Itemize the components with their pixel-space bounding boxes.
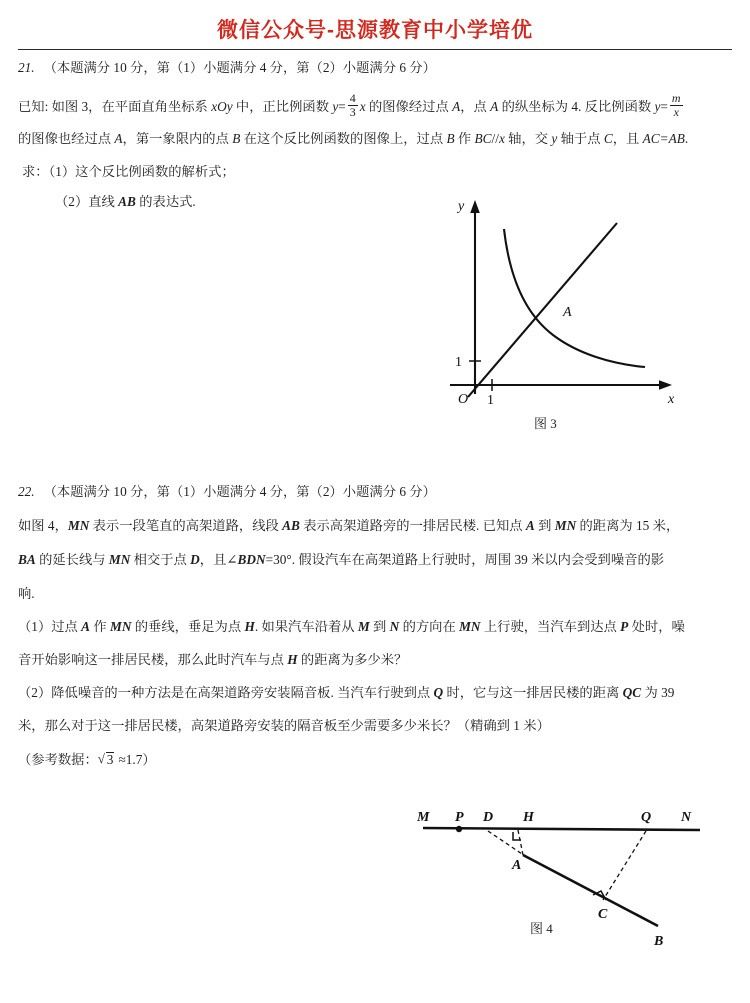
problem-22-q2-line-2: 米，那么对于这一排居民楼，高架道路旁安装的隔音板至少需要多少米长？（精确到 1 米）: [18, 718, 550, 733]
p21-l2-c: 在这个反比例函数的图像上，过点: [240, 131, 447, 146]
p22-ref-prefix: （参考数据：: [18, 752, 98, 767]
figure4-point-P-dot: [456, 826, 462, 832]
p22-l1-e: 的距离为 15 米，: [576, 518, 680, 533]
figure4-label-N: N: [681, 810, 692, 825]
p22-q1-H: H: [244, 619, 255, 634]
problem-22-reference-data: [18, 751, 156, 769]
p21-l2-point-B2: B: [446, 131, 455, 146]
page-header-title: 微信公众号-思源教育中小学培优: [217, 19, 533, 42]
figure4-label-C: C: [598, 907, 608, 922]
figure4-road-MN: [423, 828, 700, 830]
p22-l1-c: 表示高架道路旁的一排居民楼. 已知点: [299, 518, 526, 533]
figure4-label-M: M: [417, 810, 430, 825]
p21-sub2-tail: 的表达式.: [135, 194, 196, 209]
figure-4: [415, 805, 715, 955]
p22-l2-b: 相交于点: [130, 552, 191, 567]
header-divider: [18, 49, 732, 50]
figure3-x-axis-label: x: [668, 392, 675, 407]
p21-sub1-text: 求：（1）这个反比例函数的解析式；: [22, 164, 235, 179]
figure3-origin-label: O: [458, 392, 469, 407]
figure3-y-axis-arrow: [470, 200, 480, 213]
p21-l2-point-B: B: [232, 131, 241, 146]
p22-q1-h: 处时，噪: [628, 619, 685, 634]
p21-text-c: 的图像经过点: [365, 98, 453, 114]
p22-q1-M: M: [357, 619, 370, 634]
figure3-y-tick-label: 1: [455, 355, 462, 370]
problem-22-q2-line-1: [18, 684, 674, 702]
p21-fraction-m-over-x: [670, 92, 683, 119]
p22-l1-MN2: MN: [554, 518, 577, 533]
p21-sub2-line-AB: AB: [118, 194, 136, 209]
p22-q2-b: 时，它与这一排居民楼的距离: [443, 685, 623, 700]
figure3-x-tick-label: 1: [487, 393, 494, 408]
p22-q2-QC: QC: [622, 685, 642, 700]
figure-4-caption: 图 4: [530, 921, 553, 936]
p22-l1-a: 如图 4，: [18, 518, 68, 533]
problem-22-line-1: [18, 517, 679, 535]
problem-21-line-2: [18, 130, 688, 148]
p21-l2-equality: AC=AB: [642, 131, 685, 146]
p22-q1-c: 的垂线，垂足为点: [131, 619, 245, 634]
figure4-label-B: B: [654, 934, 664, 949]
p21-l2-axis-x: x: [498, 131, 505, 146]
p22-q1-a: （1）过点: [18, 619, 82, 634]
p21-l2-f: 轴，交: [504, 131, 552, 146]
p21-var-y-2: y: [654, 98, 661, 114]
p21-sub2-text: （2）直线: [55, 194, 119, 209]
p21-equals-2: =: [660, 98, 668, 114]
p21-l2-d: 作: [454, 131, 475, 146]
p22-q1b-H: H: [287, 652, 298, 667]
p22-q1-MN2: MN: [459, 619, 481, 634]
problem-22-number: 22.: [18, 484, 35, 499]
p21-frac2-denominator: x: [670, 105, 683, 119]
figure3-point-A-label: A: [563, 305, 572, 320]
p22-q2-Q: Q: [433, 685, 444, 700]
p22-q1b-b: 的距离为多少米？: [297, 652, 408, 667]
p22-l1-MN: MN: [67, 518, 90, 533]
p22-ref-sqrt-icon: [98, 751, 115, 769]
p22-ref-approx: ≈1.7: [118, 752, 143, 767]
figure-3: [450, 196, 700, 411]
figure3-proportional-line: [468, 223, 617, 397]
problem-21-sub-question-1: [22, 163, 235, 181]
figure4-label-D: D: [483, 810, 494, 825]
figure4-label-P: P: [455, 810, 464, 825]
p22-ref-suffix: ）: [142, 752, 156, 767]
p21-text-e: 的纵坐标为 4. 反比例函数: [498, 98, 655, 114]
p22-l1-b: 表示一段笔直的高架道路，线段: [89, 518, 283, 533]
p21-text-d: ，点: [460, 98, 491, 114]
p21-l2-g: 轴于点: [557, 131, 604, 146]
figure4-dashed-DA: [488, 831, 525, 856]
p22-l1-A: A: [525, 518, 535, 533]
p22-l2-BDN: BDN: [237, 552, 266, 567]
p21-text-a: 已知: 如图 3，在平面直角坐标系: [18, 98, 212, 114]
p22-l2-D: D: [190, 552, 200, 567]
p21-var-y: y: [332, 98, 339, 114]
problem-21-number: 21.: [18, 60, 35, 75]
figure4-label-Q: Q: [641, 810, 652, 825]
p21-point-A-2: A: [490, 98, 499, 114]
p21-point-A-1: A: [452, 98, 461, 114]
p22-l2-BA: BA: [18, 552, 36, 567]
p22-l1-AB: AB: [282, 518, 300, 533]
p21-l2-h: ，且: [612, 131, 643, 146]
figure4-label-H: H: [523, 810, 534, 825]
p21-l2-seg-BC: BC: [474, 131, 492, 146]
figure4-label-A: A: [512, 858, 522, 873]
p22-q1-g: 上行驶，当汽车到达点: [480, 619, 621, 634]
p21-fraction-four-thirds: [348, 92, 358, 119]
p21-frac2-numerator: m: [671, 91, 681, 105]
problem-22-q1-line-2: [18, 651, 407, 669]
p22-q1b-a: 音开始影响这一排居民楼，那么此时汽车与点: [18, 652, 288, 667]
figure3-hyperbola-curve: [504, 229, 645, 367]
p21-l2-i: .: [684, 131, 689, 146]
p21-coord-system: xOy: [211, 98, 233, 114]
p21-l2-axis-y: y: [551, 131, 558, 146]
p21-l2-point-A: A: [114, 131, 123, 146]
p21-frac-numerator: 4: [349, 91, 356, 105]
p22-q1-d: . 如果汽车沿着从: [254, 619, 358, 634]
figure4-building-AB: [523, 855, 658, 926]
figure-3-caption: 图 3: [534, 416, 557, 431]
problem-22-line-3: 响.: [18, 586, 35, 601]
problem-22-score-text: （本题满分 10 分，第（1）小题满分 4 分，第（2）小题满分 6 分）: [43, 484, 436, 499]
p21-equals-1: =: [338, 98, 346, 114]
problem-21-score-text: （本题满分 10 分，第（1）小题满分 4 分，第（2）小题满分 6 分）: [43, 60, 436, 75]
p22-q2-c: 为 39: [641, 685, 675, 700]
p21-l2-parallel: //: [491, 131, 499, 146]
p22-q1-b: 作: [90, 619, 110, 634]
problem-21-line-1: [18, 92, 685, 119]
problem-22-score-line: [18, 483, 436, 501]
p21-l2-a: 的图像也经过点: [18, 131, 115, 146]
problem-22-line-2: [18, 551, 664, 569]
p22-l2-c: ，且∠: [199, 552, 238, 567]
p21-l2-point-C: C: [603, 131, 613, 146]
p21-text-b: 中，正比例函数: [232, 98, 333, 114]
p22-ref-radicand: 3: [106, 752, 114, 767]
p21-frac-denominator: 3: [349, 104, 356, 119]
problem-21-score-line: [18, 59, 436, 77]
p22-q1-MN: MN: [110, 619, 132, 634]
p22-l1-d: 到: [534, 518, 555, 533]
p22-l2-MN: MN: [108, 552, 131, 567]
problem-21-sub-question-2: [55, 193, 196, 211]
p22-q1-f: 的方向在: [399, 619, 460, 634]
problem-22-q1-line-1: [18, 618, 685, 636]
p22-l2-d: =30°. 假设汽车在高架道路上行驶时，周围 39 米以内会受到噪音的影: [265, 552, 665, 567]
p22-q1-P: P: [620, 619, 629, 634]
figure3-x-axis-arrow: [659, 380, 672, 390]
p22-q1-e: 到: [369, 619, 390, 634]
figure4-dashed-QC: [603, 831, 646, 900]
p21-var-x: x: [359, 98, 366, 114]
p22-l2-a: 的延长线与: [35, 552, 109, 567]
p22-q1-N: N: [389, 619, 400, 634]
p22-q1-A: A: [81, 619, 91, 634]
p21-l2-b: ，第一象限内的点: [122, 131, 233, 146]
p22-q2-a: （2）降低噪音的一种方法是在高架道路旁安装隔音板. 当汽车行驶到点: [18, 685, 434, 700]
figure3-y-axis-label: y: [458, 199, 465, 214]
